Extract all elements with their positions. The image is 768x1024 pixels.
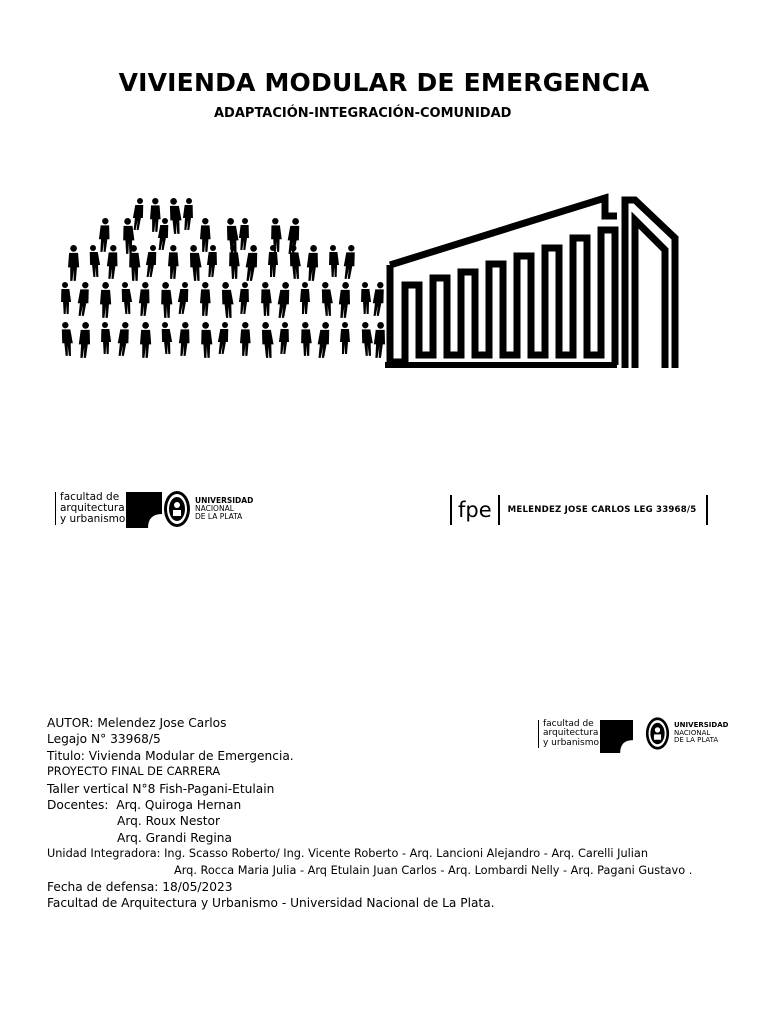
unlp-logo [163, 490, 253, 528]
legajo-line: Legajo N° 33968/5 [47, 732, 161, 747]
person-silhouette [168, 245, 179, 279]
person-silhouette [169, 198, 183, 234]
divider-bar [706, 495, 708, 525]
people-crowd-illustration [50, 190, 390, 370]
person-silhouette [228, 245, 240, 279]
person-silhouette [100, 282, 111, 318]
person-silhouette [78, 322, 91, 358]
document-title: VIVIENDA MODULAR DE EMERGENCIA [118, 68, 650, 97]
unlp-logo-line: UNIVERSIDAD [674, 721, 729, 730]
person-silhouette [338, 282, 351, 318]
person-silhouette [100, 322, 111, 354]
fpe-author-banner [450, 494, 708, 526]
person-silhouette [238, 218, 249, 250]
person-silhouette [138, 282, 150, 316]
docente-name: Arq. Quiroga Hernan [116, 798, 242, 813]
person-silhouette [106, 245, 118, 279]
unlp-logo-line: UNIVERSIDAD [195, 496, 254, 506]
person-silhouette [371, 282, 384, 316]
person-silhouette [328, 245, 339, 277]
person-silhouette [200, 282, 211, 316]
divider-bar [498, 495, 500, 525]
facultad-full-line: Facultad de Arquitectura y Urbanismo - Universidad Nacional de La Plata. [47, 896, 495, 911]
facultad-logo-line: facultad de [60, 491, 120, 503]
person-silhouette [189, 245, 203, 281]
person-silhouette [361, 322, 374, 356]
person-silhouette [177, 282, 190, 314]
facultad-logo-line: arquitectura [543, 728, 599, 739]
person-silhouette [76, 282, 89, 316]
unlp-logo-line: DE LA PLATA [195, 511, 243, 521]
person-silhouette [140, 322, 151, 358]
person-silhouette [373, 322, 386, 358]
person-silhouette [340, 322, 350, 354]
unlp-seal-icon [163, 490, 191, 528]
person-silhouette [240, 322, 251, 356]
facultad-logo-line: facultad de [543, 719, 594, 729]
fecha-line: Fecha de defensa: 18/05/2023 [47, 880, 233, 895]
person-silhouette [89, 245, 102, 277]
facultad-logo-line: y urbanismo [543, 737, 599, 748]
person-silhouette [98, 218, 110, 252]
docentes-line [47, 797, 692, 813]
person-silhouette [261, 322, 275, 358]
titulo-line: Titulo: Vivienda Modular de Emergencia. [47, 748, 294, 763]
person-silhouette [276, 282, 290, 318]
person-silhouette [68, 245, 79, 281]
person-silhouette [306, 245, 319, 281]
docente-name: Arq. Roux Nestor [117, 814, 221, 829]
document-subtitle: ADAPTACIÓN-INTEGRACIÓN-COMUNIDAD [214, 106, 512, 121]
person-silhouette [161, 322, 174, 354]
project-info [47, 715, 692, 912]
unlp-logo-line: NACIONAL [674, 728, 711, 737]
person-silhouette [200, 218, 211, 252]
unlp-logo-line: DE LA PLATA [674, 736, 719, 745]
person-silhouette [289, 245, 302, 279]
person-silhouette [182, 198, 193, 230]
facultad-logo-line: y urbanismo [60, 513, 126, 526]
modular-building-illustration [385, 190, 720, 370]
person-silhouette [206, 245, 217, 277]
author-legajo-line: MELENDEZ JOSE CARLOS LEG 33968/5 [507, 505, 697, 515]
person-silhouette [342, 245, 355, 279]
person-silhouette [61, 322, 74, 356]
person-silhouette [360, 282, 371, 314]
person-silhouette [150, 198, 161, 232]
unlp-logo-line: NACIONAL [195, 504, 234, 514]
unidad-integradora-line-2: Arq. Rocca Maria Julia - Arq Etulain Juan Carlos - Arq. Lombardi Nelly - Arq. Pagani Gustavo . [174, 863, 693, 877]
unidad-integradora-line: Unidad Integradora: Ing. Scasso Roberto/ Ing. Vicente Roberto - Arq. Lancioni Alejandro - Arq. Carelli Julian [47, 847, 649, 861]
facultad-logo-mark [126, 492, 162, 528]
person-silhouette [217, 322, 230, 354]
person-silhouette [160, 282, 173, 318]
taller-line: Taller vertical N°8 Fish-Pagani-Etulain [47, 781, 275, 796]
facultad-logo [55, 492, 162, 528]
person-silhouette [316, 322, 330, 358]
person-silhouette [145, 245, 158, 277]
person-silhouette [300, 282, 310, 314]
person-silhouette [178, 322, 190, 356]
person-silhouette [116, 322, 129, 356]
person-silhouette [238, 282, 249, 314]
person-silhouette [260, 282, 272, 316]
docentes-label: Docentes: [47, 798, 109, 813]
person-silhouette [60, 282, 71, 314]
person-silhouette [268, 245, 278, 277]
proyecto-line: PROYECTO FINAL DE CARRERA [47, 765, 221, 779]
autor-line: AUTOR: Melendez Jose Carlos [47, 716, 227, 730]
person-silhouette [300, 322, 312, 356]
person-silhouette [278, 322, 289, 354]
person-silhouette [221, 282, 235, 318]
person-silhouette [121, 282, 134, 314]
person-silhouette [157, 218, 170, 250]
divider-bar [450, 495, 452, 525]
person-silhouette [132, 198, 145, 230]
docente-name: Arq. Grandi Regina [117, 830, 232, 845]
person-silhouette [321, 282, 334, 316]
facultad-logo-line: arquitectura [60, 502, 125, 515]
person-silhouette [200, 322, 213, 358]
fpe-logo-text: fpe [458, 498, 492, 522]
person-silhouette [244, 245, 258, 281]
